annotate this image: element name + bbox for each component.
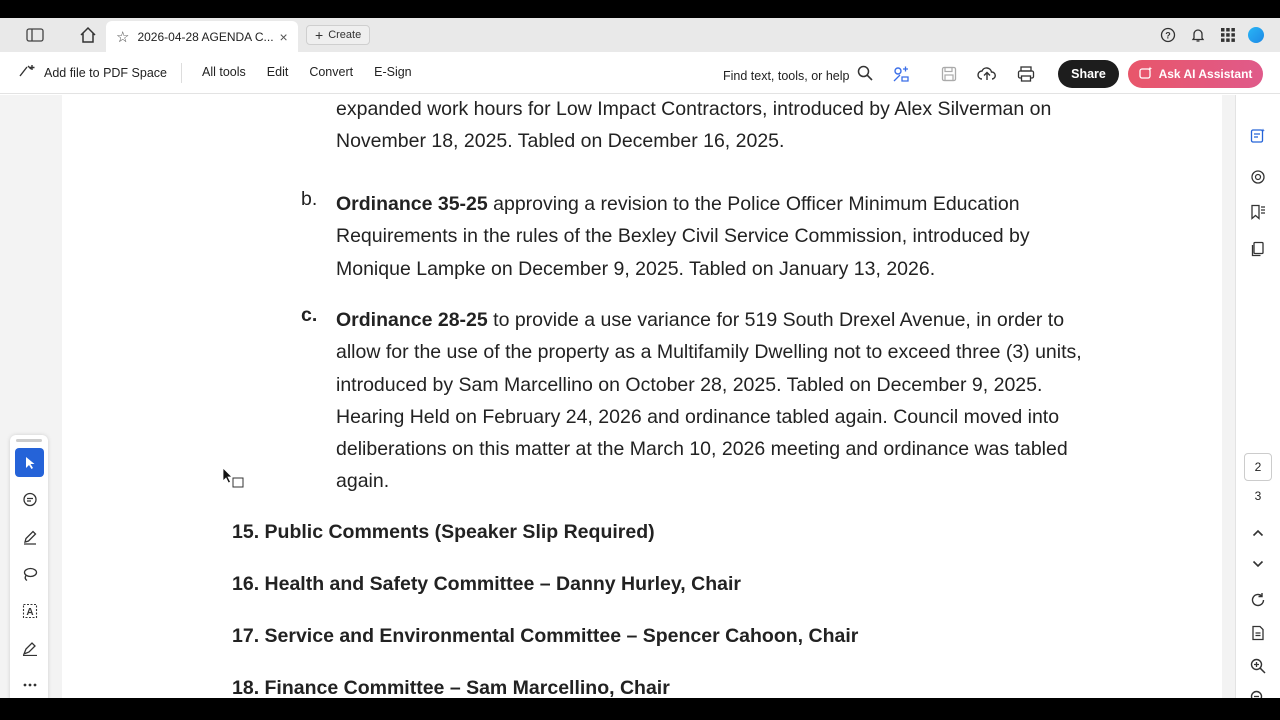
window-actions	[1158, 25, 1264, 45]
document-tab[interactable]	[106, 21, 298, 52]
tab-title: 2026-04-28 AGENDA C...	[137, 29, 274, 44]
find-label: Find text, tools, or help	[723, 68, 850, 83]
item-c-text: to provide a use variance for 519 South Drexel Avenue, in order to allow for the use of the property as a Multifamily Dwelling not to exceed three (3) units, introduced by Sam Marcellino on October 28, 2025. Tabled on December 9, 2025. Hearing Held on February 24, 2026 and ordinance tabled again. Council moved into deliberations on this matter at the March 10, 2026 meeting and ordinance was tabled again.	[336, 309, 1082, 493]
svg-text:A: A	[25, 606, 34, 618]
bookmark-icon[interactable]	[1247, 201, 1269, 223]
ai-tools-icon[interactable]	[890, 63, 912, 85]
mouse-cursor	[222, 467, 246, 491]
heading-finance: 18. Finance Committee – Sam Marcellino, Chair	[232, 677, 670, 698]
print-icon[interactable]	[1015, 63, 1037, 85]
tab-bar	[0, 18, 1280, 52]
bell-icon[interactable]	[1188, 25, 1208, 45]
avatar[interactable]	[1248, 27, 1264, 43]
lasso-icon[interactable]	[15, 559, 44, 588]
ai-panel-icon[interactable]	[1247, 125, 1269, 147]
right-rail	[1235, 95, 1280, 698]
pages-icon[interactable]	[1247, 238, 1269, 260]
share-button[interactable]: Share	[1058, 60, 1119, 88]
create-button[interactable]	[306, 25, 370, 45]
zoom-in-icon[interactable]	[1247, 655, 1269, 677]
toolbar-divider	[181, 63, 182, 83]
find-box[interactable]	[723, 65, 873, 86]
item-a-continuation: expanded work hours for Low Impact Contractors, introduced by Alex Silverman on November 18, 2025. Tabled on December 16, 2025.	[336, 98, 1052, 153]
close-icon[interactable]: ×	[279, 28, 288, 45]
heading-public-comments: 15. Public Comments (Speaker Slip Required)	[232, 521, 655, 543]
add-file-icon	[18, 63, 36, 83]
rotate-icon[interactable]	[1247, 589, 1269, 611]
main-toolbar	[0, 52, 1280, 94]
upload-icon[interactable]	[976, 63, 998, 85]
document-viewport[interactable]	[0, 95, 1235, 698]
save-icon[interactable]	[938, 63, 960, 85]
text-select-icon[interactable]	[15, 596, 44, 625]
sidebar-toggle-icon[interactable]	[24, 24, 46, 46]
menu-all-tools[interactable]: All tools	[202, 65, 246, 79]
pdf-page	[62, 95, 1222, 698]
help-icon[interactable]	[1158, 25, 1178, 45]
apps-icon[interactable]	[1218, 25, 1238, 45]
app-window	[0, 18, 1280, 698]
heading-health-safety: 16. Health and Safety Committee – Danny Hurley, Chair	[232, 573, 741, 595]
plus-icon: +	[315, 27, 324, 43]
menu-edit[interactable]: Edit	[266, 65, 289, 79]
fill-sign-icon[interactable]	[15, 633, 44, 662]
next-page-number[interactable]: 3	[1254, 489, 1262, 503]
svg-text:?: ?	[1165, 30, 1171, 41]
more-icon[interactable]	[15, 670, 44, 698]
add-file-label: Add file to PDF Space	[44, 66, 167, 80]
item-c-paragraph	[336, 304, 1101, 498]
chevron-up-icon[interactable]	[1247, 522, 1269, 544]
star-icon[interactable]: ☆	[116, 28, 130, 46]
select-icon[interactable]	[15, 448, 44, 477]
item-b-paragraph	[336, 188, 1096, 285]
item-b-marker: b.	[301, 188, 318, 210]
home-icon[interactable]	[77, 24, 99, 46]
comments-panel-icon[interactable]	[1247, 166, 1269, 188]
ai-sparkle-icon	[1139, 66, 1153, 83]
search-icon[interactable]	[857, 65, 873, 86]
ai-assistant-label: Ask AI Assistant	[1158, 67, 1253, 81]
ai-assistant-button[interactable]	[1128, 60, 1263, 88]
item-b-text: approving a revision to the Police Officer Minimum Education Requirements in the rules of the Bexley Civil Service Commission, introduced by Monique Lampke on December 9, 2025. Tabled on January 13, 2026.	[336, 193, 1030, 280]
menu-esign[interactable]: E-Sign	[374, 65, 412, 79]
current-page-indicator[interactable]: 2	[1244, 453, 1272, 481]
chevron-down-icon[interactable]	[1247, 553, 1269, 575]
item-c-marker: c.	[301, 304, 318, 326]
heading-service-environmental: 17. Service and Environmental Committee – Spencer Cahoon, Chair	[232, 625, 859, 647]
page-setup-icon[interactable]	[1247, 622, 1269, 644]
comment-icon[interactable]	[15, 485, 44, 514]
item-b-ordinance: Ordinance 35-25	[336, 193, 488, 215]
create-label: Create	[328, 29, 362, 41]
add-file-button[interactable]	[18, 63, 167, 83]
drag-handle[interactable]	[16, 439, 42, 442]
menu-convert[interactable]: Convert	[309, 65, 354, 79]
draw-icon[interactable]	[15, 522, 44, 551]
quick-tools-panel	[10, 435, 48, 698]
item-c-ordinance: Ordinance 28-25	[336, 309, 488, 331]
zoom-out-icon[interactable]	[1247, 687, 1269, 698]
toolbar-menu	[202, 65, 412, 79]
